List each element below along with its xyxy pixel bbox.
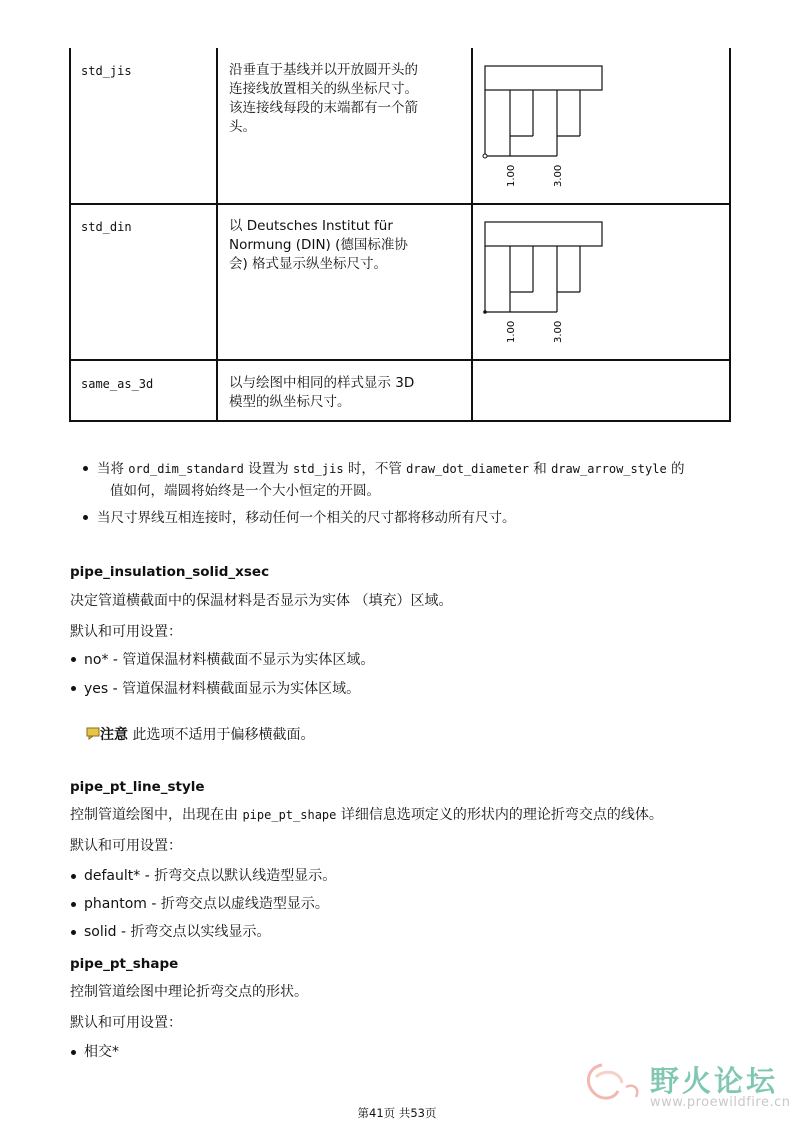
desc-text: 控制管道绘图中，出现在由	[70, 807, 243, 823]
filled-dot-marker	[483, 310, 487, 314]
table-divider	[216, 48, 218, 422]
desc-line: 会) 格式显示纵坐标尺寸。	[229, 256, 388, 272]
ordinate-label: 3.00	[553, 320, 564, 343]
note-text: 当将	[97, 461, 129, 477]
diagram-part-outline	[485, 66, 602, 90]
table-cell-option: same_as_3d	[81, 377, 154, 391]
note-icon	[86, 727, 100, 740]
table-cell-option: std_din	[81, 220, 132, 234]
section-heading: pipe_pt_line_style	[70, 779, 205, 795]
desc-line: 以 Deutsches Institut für	[229, 218, 393, 234]
desc-line: Normung (DIN) (德国标准协	[229, 237, 408, 253]
jis-ordinate-diagram	[481, 62, 611, 192]
note-text: 设置为	[243, 461, 293, 477]
table-cell-description	[229, 374, 414, 412]
desc-line: 模型的纵坐标尺寸。	[229, 394, 351, 410]
desc-line: 头。	[229, 119, 256, 135]
defaults-label: 默认和可用设置：	[70, 838, 182, 854]
table-row-divider	[69, 203, 731, 205]
ordinate-label: 1.00	[506, 320, 517, 343]
defaults-label: 默认和可用设置：	[70, 624, 182, 640]
section-heading: pipe_insulation_solid_xsec	[70, 564, 270, 580]
table-cell-description	[229, 61, 418, 137]
option-item: no* - 管道保温材料横截面不显示为实体区域。	[84, 652, 375, 668]
option-item: default* - 折弯交点以默认线造型显示。	[84, 868, 337, 884]
watermark-title: 野火论坛	[650, 1064, 779, 1098]
bullet-dot	[83, 466, 88, 471]
table-divider	[471, 48, 473, 422]
code-std-jis: std_jis	[292, 462, 344, 476]
option-item: solid - 折弯交点以实线显示。	[84, 924, 271, 940]
table-note-1	[97, 459, 684, 479]
option-item: 相交*	[84, 1044, 119, 1060]
bullet-dot	[71, 1050, 76, 1055]
table-cell-option: std_jis	[81, 64, 132, 78]
din-ordinate-diagram	[481, 218, 611, 348]
option-item: yes - 管道保温材料横截面显示为实体区域。	[84, 681, 361, 697]
bullet-dot	[71, 686, 76, 691]
option-item: phantom - 折弯交点以虚线造型显示。	[84, 896, 329, 912]
table-border-bottom	[69, 420, 731, 422]
table-note-1-cont: 值如何，端圆将始终是一个大小恒定的开圆。	[110, 483, 380, 499]
code-draw-arrow-style: draw_arrow_style	[551, 462, 667, 476]
code-ord-dim-standard: ord_dim_standard	[128, 462, 244, 476]
note-text: 和	[528, 461, 552, 477]
desc-line: 沿垂直于基线并以开放圆开头的	[229, 62, 418, 78]
desc-line: 以与绘图中相同的样式显示 3D	[229, 375, 415, 391]
note	[100, 725, 314, 745]
table-cell-description	[229, 217, 408, 274]
note-text: 的	[666, 461, 685, 477]
bullet-dot	[71, 930, 76, 935]
code-draw-dot-diameter: draw_dot_diameter	[406, 462, 529, 476]
bullet-dot	[71, 902, 76, 907]
open-circle-marker	[483, 154, 487, 158]
watermark-url: www.proewildfire.cn	[650, 1095, 791, 1110]
desc-line: 该连接线每段的末端都有一个箭	[229, 100, 418, 116]
page-footer: 第41页 共53页	[357, 1106, 437, 1120]
note-text: 此选项不适用于偏移横截面。	[132, 727, 315, 743]
note-label: 注意	[100, 727, 128, 743]
bullet-dot	[71, 657, 76, 662]
settings-table	[69, 48, 731, 422]
section-description: 控制管道绘图中理论折弯交点的形状。	[70, 984, 308, 1000]
desc-line: 连接线放置相关的纵坐标尺寸。	[229, 81, 418, 97]
table-note-2: 当尺寸界线互相连接时，移动任何一个相关的尺寸都将移动所有尺寸。	[97, 510, 516, 526]
desc-text: 详细信息选项定义的形状内的理论折弯交点的线体。	[336, 807, 663, 823]
note-text: 时，不管	[343, 461, 407, 477]
diagram-part-outline	[485, 222, 602, 246]
table-row-divider	[69, 359, 731, 361]
watermark-logo-icon	[582, 1057, 646, 1109]
bullet-dot	[83, 515, 88, 520]
table-border-left	[69, 48, 71, 422]
section-description	[70, 805, 663, 825]
bullet-dot	[71, 874, 76, 879]
section-heading: pipe_pt_shape	[70, 956, 179, 972]
defaults-label: 默认和可用设置：	[70, 1015, 182, 1031]
ordinate-label: 1.00	[506, 164, 517, 187]
table-border-right	[729, 48, 731, 422]
code-pipe-pt-shape: pipe_pt_shape	[242, 808, 337, 822]
ordinate-label: 3.00	[553, 164, 564, 187]
section-description: 决定管道横截面中的保温材料是否显示为实体 （填充）区域。	[70, 593, 453, 609]
